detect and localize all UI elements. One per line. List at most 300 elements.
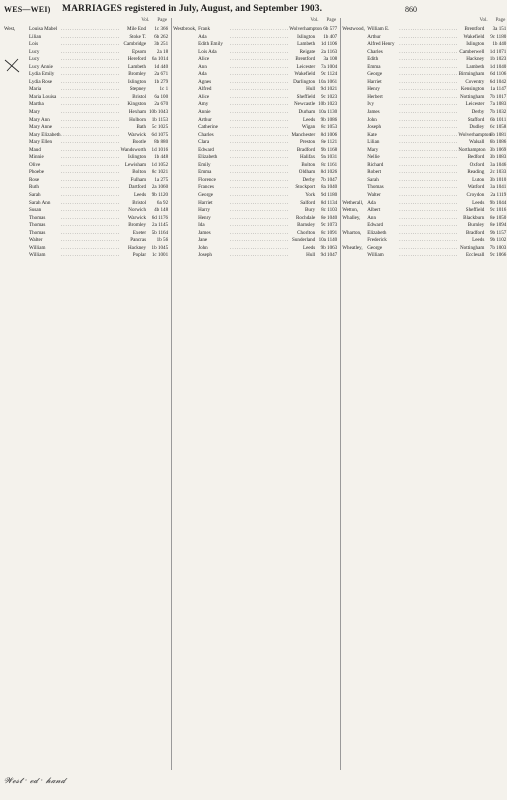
entry-volume: 1b [154,154,160,161]
entry-forename: Mary Ellen [29,139,53,146]
register-entry [341,252,507,260]
entry-page: 1094 [496,222,507,229]
entry-vol-page [317,49,337,57]
entry-forename: Mary Ann [29,116,50,123]
leader-dots: .......................... [230,184,290,191]
leader-dots: .......................... [61,184,121,191]
entry-district: Lambeth [128,63,147,70]
leader-dots: .......................... [399,109,459,116]
entry-surname [4,207,29,215]
entry-volume: 1d [151,161,157,168]
entry-vol-page [317,222,337,230]
column-header-label: Vol. [479,18,488,23]
entry-vol-page [148,86,168,94]
entry-surname [342,132,367,140]
entry-district: Camberwell [459,48,485,55]
leader-dots: .......................... [230,252,290,259]
entry-page: 151 [498,26,507,32]
leader-dots: .......................... [230,237,290,244]
register-entry [172,200,338,208]
register-entry [172,162,338,170]
entry-page: 1103 [327,207,338,214]
register-entry [172,207,338,215]
entry-forename: Edith Emily [198,41,223,48]
register-entry [172,41,338,49]
entry-forename: Harry [198,207,210,214]
register-entry [3,192,169,200]
entry-forename: John [367,116,377,123]
entry-district: Barnsley [297,222,316,229]
entry-vol-page [148,26,168,34]
entry-forename: Edward [367,222,384,229]
entry-surname [173,49,198,57]
entry-vol-page [486,56,506,64]
entry-volume: 8d [320,169,326,176]
register-entry [172,252,338,260]
entry-surname [342,86,367,94]
entry-forename: Ida [198,222,205,229]
register-entry [172,184,338,192]
entry-vol-page [317,147,337,155]
entry-forename: Ruth [29,184,39,191]
entry-page: 1120 [158,192,169,199]
entry-vol-page [148,124,168,132]
entry-forename: Ivy [367,101,375,108]
entry-page: 1023 [327,93,338,100]
entry-volume: 10a [318,109,326,116]
register-entry [172,139,338,147]
entry-surname [173,132,198,140]
register-entry [3,117,169,125]
entry-district: Sheffield [296,93,316,100]
entry-forename: Lois Ada [198,48,217,55]
register-entry [341,117,507,125]
entry-surname: Wetton, [342,207,359,214]
entry-page: 1040 [327,214,338,221]
entry-forename: Thomas [29,229,46,236]
entry-volume: 1b [151,244,157,251]
leader-dots: .......................... [399,124,459,131]
entry-volume: 8a [320,184,326,191]
entry-volume: 3a [323,56,329,63]
page-title: MARRIAGES registered in July, August, and September 1903. [62,4,323,14]
register-entry [3,245,169,253]
leader-dots: .......................... [230,154,290,161]
entry-district: Islington [127,154,147,161]
entry-district: Cambridge [123,41,147,48]
entry-district: Leicester [465,101,485,108]
entry-district: Hereford [127,56,147,63]
entry-district: Chorlton [297,229,316,236]
register-entry [341,41,507,49]
leader-dots: .......................... [399,101,459,108]
entry-page: 1025 [157,124,169,131]
leader-dots: .......................... [61,199,121,206]
leader-dots: .......................... [61,192,121,199]
leader-dots: .......................... [61,176,121,183]
entry-surname [4,222,29,230]
entry-surname [4,49,29,57]
entry-surname [173,230,198,238]
entry-vol-page [486,154,506,162]
entry-volume: 8e [490,214,495,221]
entry-page: 1153 [158,116,169,123]
entry-forename: Lucy [29,56,40,63]
entry-district: Fulham [130,176,147,183]
entry-surname [173,184,198,192]
entry-forename: Robert [367,169,382,176]
entry-district: Watford [467,184,485,191]
leader-dots: .......................... [230,131,290,138]
entry-forename: James [367,109,380,116]
entry-forename: Lucy Annie [29,63,53,70]
entry-vol-page [317,94,337,102]
entry-page: 1044 [496,199,507,206]
entry-volume: 4b [154,207,160,214]
entry-vol-page [317,132,337,140]
entry-forename: Louisa Mabel [29,26,58,32]
leader-dots: .......................... [61,124,121,131]
entry-volume: 7a [490,101,495,108]
entry-district: Islington [466,41,485,48]
register-columns [3,18,507,770]
entry-district: Hackney [466,56,485,63]
entry-surname: Westbrook, [173,26,197,32]
leader-dots: .......................... [230,161,290,168]
entry-vol-page [148,132,168,140]
register-entry [3,169,169,177]
entry-vol-page [317,177,337,185]
entry-district: Oldham [298,169,316,176]
entry-page: 1050 [496,214,507,221]
entry-district: Brentford [464,26,485,32]
entry-page: 1091 [327,229,338,236]
entry-forename: Phoebe [29,169,44,176]
entry-volume: 9c [490,207,495,214]
entry-vol-page [317,109,337,117]
entry-page: 1023 [327,101,338,108]
entry-surname [4,252,29,260]
leader-dots: .......................... [61,244,121,251]
entry-volume: 8c [320,124,326,131]
leader-dots: .......................... [61,41,121,48]
entry-volume: 9b [151,192,157,199]
entry-volume: 2c [490,169,495,176]
entry-volume: 8d [320,199,326,206]
entry-forename: Lucy [29,48,40,55]
register-entry [172,177,338,185]
entry-forename: Mary Anne [29,124,53,131]
entry-vol-page [486,41,506,49]
entry-district: Bristol [132,199,147,206]
entry-volume: 1b [154,78,160,85]
entry-page: 18 [163,48,169,55]
entry-district: Exeter [132,229,147,236]
entry-vol-page [486,162,506,170]
entry-forename: Olive [29,161,41,168]
register-entry [172,222,338,230]
leader-dots: .......................... [399,93,459,100]
leader-dots: .......................... [230,124,290,131]
entry-surname [342,184,367,192]
leader-dots: .......................... [61,146,121,153]
entry-district: Bromley [128,222,147,229]
entry-district: Epsom [131,48,147,55]
entry-page: 1130 [327,109,338,116]
leader-dots: .......................... [230,229,290,236]
leader-dots: .......................... [399,192,459,199]
entry-surname [173,139,198,147]
entry-volume: 3a [490,161,495,168]
entry-district: Nottingham [459,244,485,251]
leader-dots: .......................... [230,86,290,93]
leader-dots: .......................... [61,214,121,221]
entry-district: Reading [467,169,485,176]
entry-forename: William [29,252,46,259]
register-column [3,18,169,770]
entry-forename: William [367,252,384,259]
entry-district: Lambeth [466,63,485,70]
entry-surname [4,79,29,87]
entry-volume: 2a [154,101,160,108]
leader-dots: .......................... [230,207,290,214]
entry-surname [342,117,367,125]
entry-volume: 7b [320,176,326,183]
entry-forename: John [198,244,208,251]
leader-dots: .......................... [230,26,290,32]
entry-page: 1043 [157,109,169,116]
entry-district: Bootle [132,139,147,146]
entry-forename: George [198,192,214,199]
entry-vol-page [317,71,337,79]
entry-district: Stockport [295,184,316,191]
entry-vol-page [486,94,506,102]
leader-dots: .......................... [230,56,290,63]
register-entry [172,124,338,132]
entry-district: Birmingham [458,71,485,78]
leader-dots: .......................... [61,71,121,78]
leader-dots: .......................... [399,116,459,123]
entry-volume: 6d [151,131,157,138]
entry-surname [173,215,198,223]
entry-forename: Maria [29,86,42,93]
leader-dots: .......................... [399,244,459,251]
entry-volume: 3b [489,154,495,161]
leader-dots: .......................... [399,252,459,259]
register-entry [3,64,169,72]
entry-page: 275 [160,176,169,183]
register-entry [172,117,338,125]
entry-surname [4,117,29,125]
entry-vol-page [317,252,337,260]
entry-volume: 2a [156,48,162,55]
entry-volume: 5c [151,124,157,131]
entry-district: Stafford [467,116,485,123]
entry-surname [342,177,367,185]
entry-page: 1073 [327,222,338,229]
entry-forename: Nellie [367,154,380,161]
entry-surname [4,200,29,208]
register-entry [341,109,507,117]
entry-surname [342,71,367,79]
entry-page: 1023 [496,56,507,63]
entry-volume: 9b [320,244,326,251]
leader-dots: .......................... [61,161,121,168]
entry-volume: 7a [320,63,326,70]
entry-surname [342,192,367,200]
entry-district: Wigan [301,124,316,131]
entry-district: Leeds [472,237,485,244]
entry-page: 1163 [327,48,338,55]
entry-vol-page [148,177,168,185]
entry-forename: Emma [367,63,381,70]
register-entry [172,245,338,253]
entry-surname [342,79,367,87]
leader-dots: .......................... [61,86,121,93]
entry-page: 1016 [496,207,507,214]
entry-vol-page [486,132,506,140]
entry-district: Kensington [460,86,485,93]
entry-surname [4,169,29,177]
entry-volume: 3a [492,26,498,32]
entry-district: Bromley [128,71,147,78]
register-entry [341,230,507,238]
entry-district: Croydon [466,192,485,199]
entry-district: Warwick [127,131,147,138]
entry-page: 1053 [327,124,338,131]
register-entry [172,154,338,162]
register-entry [341,79,507,87]
entry-volume: 9a [320,154,326,161]
leader-dots: .......................... [399,131,459,138]
entry-forename: Alice [198,56,210,63]
entry-volume: 6d [489,78,495,85]
entry-forename: Minnie [29,154,44,161]
entry-vol-page [148,252,168,260]
column-header [172,18,338,26]
register-entry [3,101,169,109]
entry-surname [342,49,367,57]
entry-surname [173,34,198,42]
entry-page: 1106 [496,71,507,78]
entry-forename: Walter [29,237,43,244]
entry-volume: 9c [490,33,496,40]
entry-page: 670 [160,101,169,108]
entry-district: Islington [297,33,316,40]
entry-forename: Ann [198,63,207,70]
entry-volume: 2a [152,222,157,229]
entry-vol-page [486,86,506,94]
entry-volume: 6b [323,26,329,32]
entry-forename: Albert [367,207,381,214]
entry-district: Bradford [465,229,485,236]
entry-page: 1161 [327,161,338,168]
entry-district: Northampton [458,146,486,153]
entry-district: Derby [471,109,485,116]
entry-district: Luton [472,176,485,183]
entry-vol-page [317,64,337,72]
entry-page: 1041 [496,184,507,191]
entry-vol-page [148,94,168,102]
entry-page: 1060 [157,184,169,191]
leader-dots: .......................... [399,86,459,93]
entry-surname [4,162,29,170]
register-entry [172,230,338,238]
entry-vol-page [486,169,506,177]
leader-dots: .......................... [61,229,121,236]
entry-page: 1147 [496,86,507,93]
entry-page: 92 [163,199,169,206]
entry-vol-page [317,26,337,34]
entry-district: Norwich [128,207,147,214]
register-entry [341,49,507,57]
entry-volume: 6a [151,56,157,63]
column-header [341,18,507,26]
leader-dots: .......................... [230,199,290,206]
entry-vol-page [486,49,506,57]
entry-district: Hull [306,252,316,259]
entry-surname [173,200,198,208]
entry-surname [173,154,198,162]
entry-page: 1 [165,86,169,93]
entry-volume: 3b [154,41,160,48]
entry-surname [4,147,29,155]
entry-vol-page [317,200,337,208]
register-entry [3,252,169,260]
surname-range: WES—WEI) [4,5,51,14]
entry-forename: Frances [198,184,214,191]
leader-dots: .......................... [399,41,459,48]
leader-dots: .......................... [230,176,290,183]
entry-forename: George [367,71,383,78]
entry-vol-page [317,184,337,192]
register-entry [172,192,338,200]
entry-district: Walsall [469,139,485,146]
entry-vol-page [148,139,168,147]
entry-vol-page [148,184,168,192]
entry-vol-page [486,109,506,117]
entry-page: 1001 [157,252,169,259]
entry-district: Manchester [291,131,316,138]
leader-dots: .......................... [61,116,121,123]
entry-vol-page [317,162,337,170]
entry-vol-page [317,117,337,125]
entry-surname [173,101,198,109]
register-entry [341,162,507,170]
entry-page: 880 [160,139,169,146]
entry-volume: 8b [154,139,160,146]
entry-district: Oxford [469,161,485,168]
entry-page: 1006 [327,131,338,138]
entry-page: 1058 [496,124,507,131]
leader-dots: .......................... [230,244,290,251]
entry-volume: 7b [489,244,495,251]
entry-surname [173,222,198,230]
entry-surname [342,101,367,109]
leader-dots: .......................... [61,169,121,176]
entry-vol-page [317,245,337,253]
entry-surname [173,207,198,215]
entry-page: 1075 [157,131,169,138]
leader-dots: .......................... [399,222,459,229]
entry-forename: Florence [198,176,216,183]
entry-volume: 2a [321,48,326,55]
entry-vol-page [148,200,168,208]
entry-surname [342,252,367,260]
entry-page: 1003 [496,244,507,251]
register-entry [341,169,507,177]
leader-dots: .......................... [230,41,290,48]
